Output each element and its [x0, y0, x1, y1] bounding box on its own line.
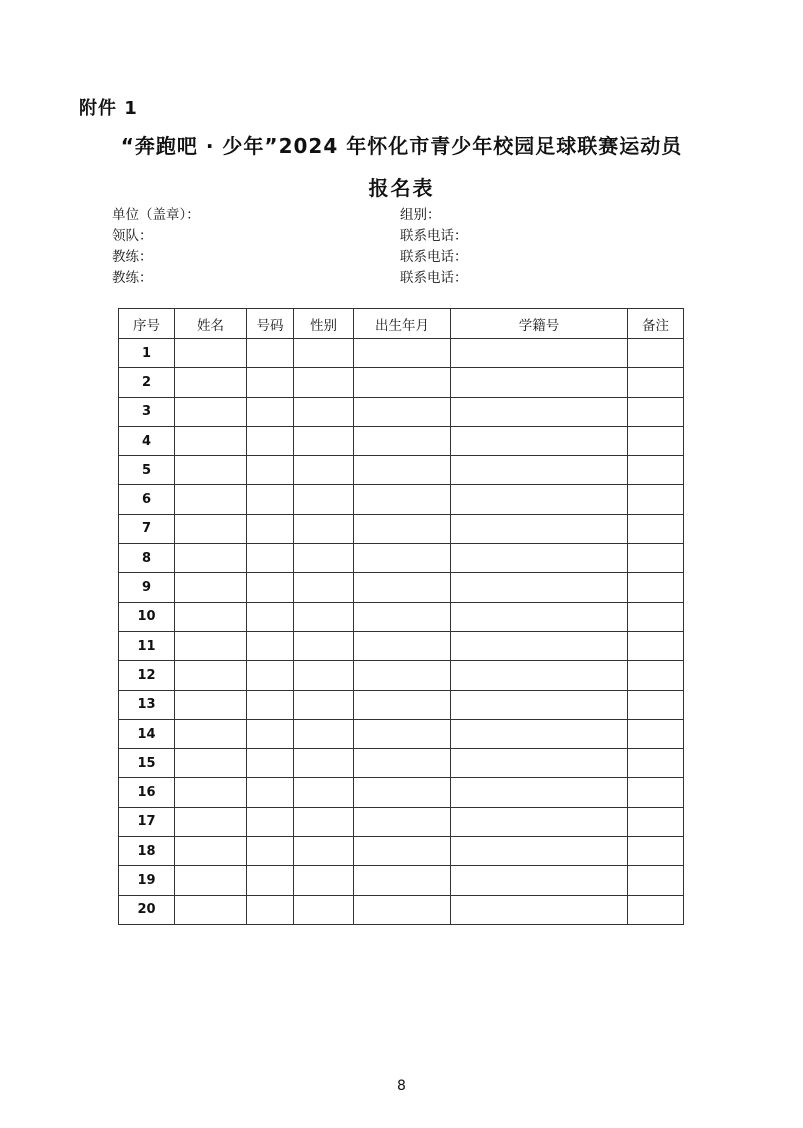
row-index: 12 — [119, 661, 175, 690]
table-row — [119, 895, 684, 924]
gender-cell[interactable] — [294, 661, 354, 690]
table-row — [119, 339, 684, 368]
birth-date-cell[interactable] — [354, 544, 451, 573]
row-index: 15 — [119, 749, 175, 778]
birth-date-cell[interactable] — [354, 339, 451, 368]
gender-cell[interactable] — [294, 426, 354, 455]
header-jersey-number: 号码 — [247, 309, 294, 339]
remarks-cell[interactable] — [628, 514, 684, 543]
page-number: 8 — [397, 1078, 406, 1094]
jersey-number-cell[interactable] — [247, 778, 294, 807]
birth-date-cell[interactable] — [354, 661, 451, 690]
birth-date-cell[interactable] — [354, 485, 451, 514]
birth-date-cell[interactable] — [354, 866, 451, 895]
gender-cell[interactable] — [294, 485, 354, 514]
roster-body — [119, 339, 684, 925]
student-id-cell[interactable] — [451, 661, 628, 690]
student-id-cell[interactable] — [451, 514, 628, 543]
name-cell[interactable] — [175, 426, 247, 455]
form-title-line-1: “奔跑吧 · 少年”2024 年怀化市青少年校园足球联赛运动员 — [120, 134, 683, 158]
row-index: 1 — [119, 339, 175, 368]
remarks-cell[interactable] — [628, 456, 684, 485]
name-cell[interactable] — [175, 837, 247, 866]
name-cell[interactable] — [175, 573, 247, 602]
remarks-cell[interactable] — [628, 719, 684, 748]
jersey-number-cell[interactable] — [247, 807, 294, 836]
birth-date-cell[interactable] — [354, 514, 451, 543]
name-cell[interactable] — [175, 895, 247, 924]
gender-cell[interactable] — [294, 749, 354, 778]
row-index: 18 — [119, 837, 175, 866]
gender-cell[interactable] — [294, 837, 354, 866]
gender-cell[interactable] — [294, 573, 354, 602]
gender-cell[interactable] — [294, 456, 354, 485]
gender-cell[interactable] — [294, 544, 354, 573]
phone-field-2: 联系电话： — [400, 249, 468, 265]
student-id-cell[interactable] — [451, 719, 628, 748]
remarks-cell[interactable] — [628, 661, 684, 690]
name-cell[interactable] — [175, 602, 247, 631]
remarks-cell[interactable] — [628, 397, 684, 426]
birth-date-cell[interactable] — [354, 719, 451, 748]
jersey-number-cell[interactable] — [247, 837, 294, 866]
student-id-cell[interactable] — [451, 456, 628, 485]
student-id-cell[interactable] — [451, 749, 628, 778]
gender-cell[interactable] — [294, 514, 354, 543]
table-row — [119, 866, 684, 895]
table-row — [119, 514, 684, 543]
remarks-cell[interactable] — [628, 895, 684, 924]
group-field: 组别： — [400, 207, 441, 223]
jersey-number-cell[interactable] — [247, 514, 294, 543]
table-row — [119, 690, 684, 719]
gender-cell[interactable] — [294, 690, 354, 719]
remarks-cell[interactable] — [628, 485, 684, 514]
table-row — [119, 426, 684, 455]
student-id-cell[interactable] — [451, 485, 628, 514]
remarks-cell[interactable] — [628, 573, 684, 602]
birth-date-cell[interactable] — [354, 602, 451, 631]
row-index: 13 — [119, 690, 175, 719]
table-row — [119, 661, 684, 690]
name-cell[interactable] — [175, 866, 247, 895]
remarks-cell[interactable] — [628, 778, 684, 807]
name-cell[interactable] — [175, 544, 247, 573]
jersey-number-cell[interactable] — [247, 866, 294, 895]
remarks-cell[interactable] — [628, 749, 684, 778]
jersey-number-cell[interactable] — [247, 456, 294, 485]
student-id-cell[interactable] — [451, 426, 628, 455]
phone-field-1: 联系电话： — [400, 228, 468, 244]
gender-cell[interactable] — [294, 719, 354, 748]
table-row — [119, 719, 684, 748]
student-id-cell[interactable] — [451, 866, 628, 895]
name-cell[interactable] — [175, 807, 247, 836]
jersey-number-cell[interactable] — [247, 426, 294, 455]
student-id-cell[interactable] — [451, 544, 628, 573]
jersey-number-cell[interactable] — [247, 690, 294, 719]
birth-date-cell[interactable] — [354, 631, 451, 660]
student-id-cell[interactable] — [451, 368, 628, 397]
row-index: 7 — [119, 514, 175, 543]
header-name: 姓名 — [175, 309, 247, 339]
row-index: 11 — [119, 631, 175, 660]
row-index: 14 — [119, 719, 175, 748]
student-id-cell[interactable] — [451, 339, 628, 368]
table-row — [119, 485, 684, 514]
birth-date-cell[interactable] — [354, 807, 451, 836]
remarks-cell[interactable] — [628, 339, 684, 368]
name-cell[interactable] — [175, 339, 247, 368]
jersey-number-cell[interactable] — [247, 631, 294, 660]
birth-date-cell[interactable] — [354, 895, 451, 924]
table-row — [119, 807, 684, 836]
jersey-number-cell[interactable] — [247, 749, 294, 778]
form-title-line-2: 报名表 — [368, 176, 435, 200]
birth-date-cell[interactable] — [354, 573, 451, 602]
remarks-cell[interactable] — [628, 544, 684, 573]
unit-seal-field: 单位（盖章）： — [112, 207, 200, 223]
jersey-number-cell[interactable] — [247, 602, 294, 631]
birth-date-cell[interactable] — [354, 368, 451, 397]
birth-date-cell[interactable] — [354, 778, 451, 807]
student-id-cell[interactable] — [451, 807, 628, 836]
row-index: 16 — [119, 778, 175, 807]
info-fields-left — [112, 205, 200, 289]
name-cell[interactable] — [175, 778, 247, 807]
jersey-number-cell[interactable] — [247, 573, 294, 602]
athlete-roster-table — [118, 308, 684, 925]
attachment-label: 附件 1 — [79, 98, 138, 119]
remarks-cell[interactable] — [628, 602, 684, 631]
jersey-number-cell[interactable] — [247, 544, 294, 573]
row-index: 20 — [119, 895, 175, 924]
row-index: 2 — [119, 368, 175, 397]
row-index: 5 — [119, 456, 175, 485]
gender-cell[interactable] — [294, 368, 354, 397]
header-gender: 性别 — [294, 309, 354, 339]
student-id-cell[interactable] — [451, 690, 628, 719]
student-id-cell[interactable] — [451, 602, 628, 631]
header-birth-date: 出生年月 — [354, 309, 451, 339]
table-row — [119, 397, 684, 426]
jersey-number-cell[interactable] — [247, 339, 294, 368]
jersey-number-cell[interactable] — [247, 895, 294, 924]
remarks-cell[interactable] — [628, 866, 684, 895]
student-id-cell[interactable] — [451, 895, 628, 924]
birth-date-cell[interactable] — [354, 690, 451, 719]
name-cell[interactable] — [175, 397, 247, 426]
gender-cell[interactable] — [294, 631, 354, 660]
table-row — [119, 573, 684, 602]
remarks-cell[interactable] — [628, 690, 684, 719]
gender-cell[interactable] — [294, 397, 354, 426]
header-student-id: 学籍号 — [451, 309, 628, 339]
student-id-cell[interactable] — [451, 573, 628, 602]
row-index: 19 — [119, 866, 175, 895]
phone-field-3: 联系电话： — [400, 270, 468, 286]
table-row — [119, 631, 684, 660]
row-index: 17 — [119, 807, 175, 836]
gender-cell[interactable] — [294, 602, 354, 631]
table-row — [119, 368, 684, 397]
birth-date-cell[interactable] — [354, 837, 451, 866]
row-index: 6 — [119, 485, 175, 514]
header-remarks: 备注 — [628, 309, 684, 339]
birth-date-cell[interactable] — [354, 456, 451, 485]
remarks-cell[interactable] — [628, 807, 684, 836]
row-index: 4 — [119, 426, 175, 455]
gender-cell[interactable] — [294, 895, 354, 924]
gender-cell[interactable] — [294, 339, 354, 368]
name-cell[interactable] — [175, 514, 247, 543]
coach-field-1: 教练： — [112, 249, 153, 265]
student-id-cell[interactable] — [451, 837, 628, 866]
remarks-cell[interactable] — [628, 368, 684, 397]
coach-field-2: 教练： — [112, 270, 153, 286]
name-cell[interactable] — [175, 690, 247, 719]
student-id-cell[interactable] — [451, 778, 628, 807]
jersey-number-cell[interactable] — [247, 397, 294, 426]
row-index: 3 — [119, 397, 175, 426]
jersey-number-cell[interactable] — [247, 661, 294, 690]
table-row — [119, 456, 684, 485]
team-leader-field: 领队： — [112, 228, 153, 244]
header-index: 序号 — [119, 309, 175, 339]
name-cell[interactable] — [175, 719, 247, 748]
name-cell[interactable] — [175, 749, 247, 778]
table-header-row — [119, 309, 684, 339]
table-row — [119, 602, 684, 631]
row-index: 9 — [119, 573, 175, 602]
gender-cell[interactable] — [294, 866, 354, 895]
gender-cell[interactable] — [294, 807, 354, 836]
table-row — [119, 778, 684, 807]
info-fields-right — [400, 205, 468, 289]
jersey-number-cell[interactable] — [247, 485, 294, 514]
name-cell[interactable] — [175, 631, 247, 660]
table-row — [119, 749, 684, 778]
birth-date-cell[interactable] — [354, 397, 451, 426]
birth-date-cell[interactable] — [354, 426, 451, 455]
student-id-cell[interactable] — [451, 397, 628, 426]
row-index: 8 — [119, 544, 175, 573]
birth-date-cell[interactable] — [354, 749, 451, 778]
remarks-cell[interactable] — [628, 426, 684, 455]
name-cell[interactable] — [175, 456, 247, 485]
jersey-number-cell[interactable] — [247, 719, 294, 748]
name-cell[interactable] — [175, 485, 247, 514]
remarks-cell[interactable] — [628, 631, 684, 660]
name-cell[interactable] — [175, 368, 247, 397]
table-row — [119, 837, 684, 866]
jersey-number-cell[interactable] — [247, 368, 294, 397]
table-row — [119, 544, 684, 573]
student-id-cell[interactable] — [451, 631, 628, 660]
gender-cell[interactable] — [294, 778, 354, 807]
row-index: 10 — [119, 602, 175, 631]
name-cell[interactable] — [175, 661, 247, 690]
remarks-cell[interactable] — [628, 837, 684, 866]
